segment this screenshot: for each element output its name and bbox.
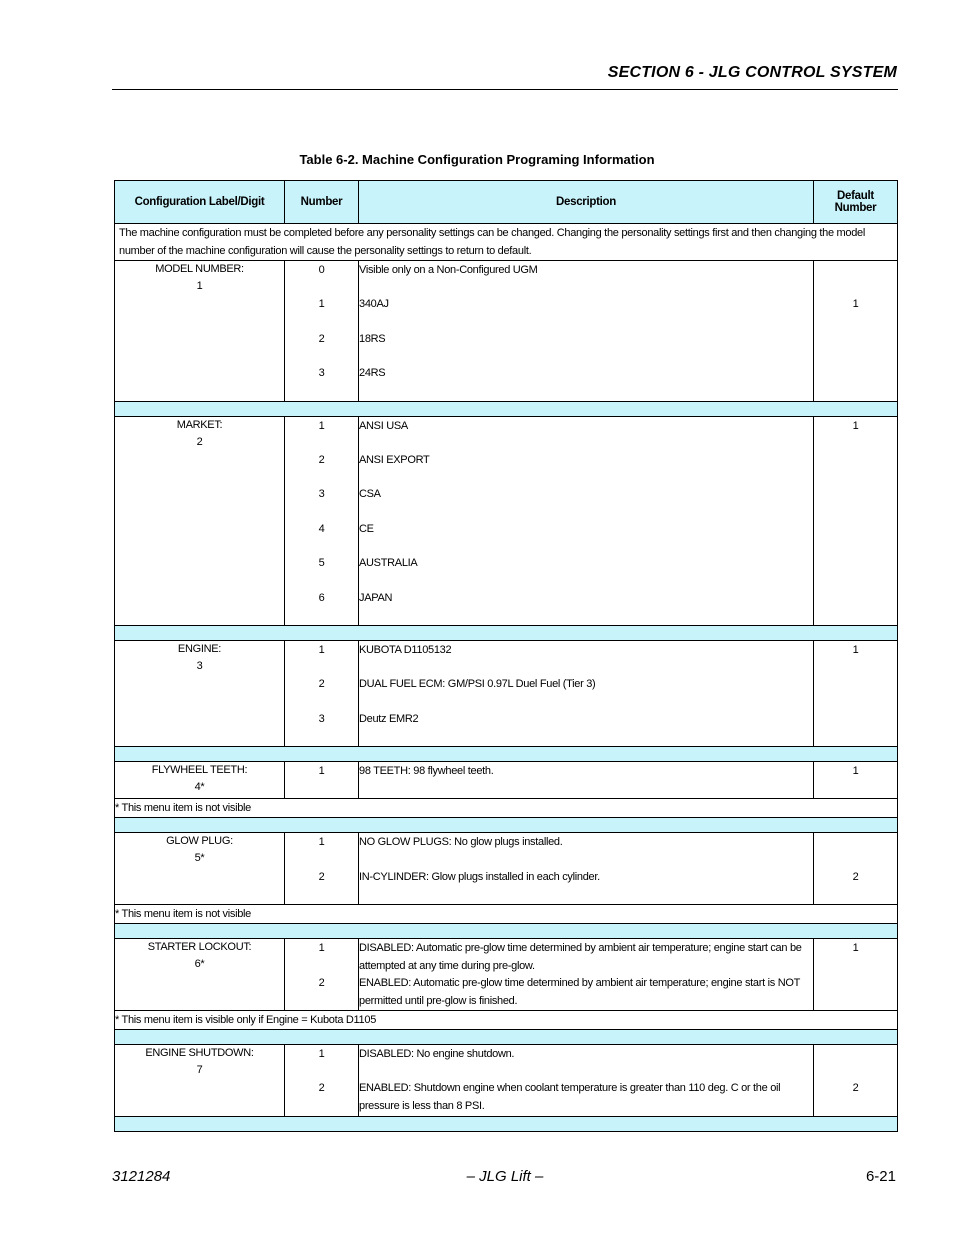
default-number-cell — [814, 762, 898, 799]
column-header-description: Description — [359, 181, 814, 224]
default-number-cell — [814, 640, 898, 746]
config-note: * This menu item is not visible — [115, 799, 898, 818]
option-number: 5 — [318, 557, 325, 570]
default-number: 2 — [852, 870, 859, 883]
default-number: 1 — [852, 942, 859, 955]
config-digit: 3 — [196, 659, 203, 672]
config-group-row — [115, 762, 898, 799]
config-label-cell — [115, 1045, 285, 1117]
config-group-row — [115, 640, 898, 746]
option-number: 1 — [318, 298, 325, 311]
option-number: 6 — [318, 591, 325, 604]
config-label: GLOW PLUG: — [166, 835, 233, 848]
option-description: DISABLED: No engine shutdown. — [359, 1048, 515, 1061]
option-description-cell — [359, 640, 814, 746]
config-label-cell — [115, 640, 285, 746]
config-note: * This menu item is visible only if Engine = Kubota D1105 — [115, 1011, 898, 1030]
config-label-cell — [115, 939, 285, 1011]
default-number-spacer — [814, 451, 897, 485]
option-number-cell — [285, 762, 359, 799]
option-description-cell — [359, 762, 814, 799]
config-group-row — [115, 833, 898, 905]
config-note-row — [115, 799, 898, 818]
config-label-cell — [115, 261, 285, 402]
separator-band — [115, 401, 898, 416]
config-label-cell — [115, 762, 285, 799]
option-number: 2 — [318, 870, 325, 883]
default-number-spacer — [814, 364, 897, 398]
option-number: 2 — [318, 453, 325, 466]
config-label: FLYWHEEL TEETH: — [151, 764, 248, 777]
option-description: ANSI EXPORT — [359, 453, 430, 466]
config-digit: 7 — [196, 1064, 203, 1077]
page-number: 6-21 — [865, 1168, 896, 1185]
section-title: SECTION 6 - JLG CONTROL SYSTEM — [607, 64, 897, 81]
option-description-cell — [359, 416, 814, 625]
option-description: JAPAN — [359, 591, 393, 604]
config-label: ENGINE: — [177, 642, 222, 655]
default-number: 1 — [852, 765, 859, 778]
option-description: 98 TEETH: 98 flywheel teeth. — [359, 765, 494, 778]
option-number: 4 — [318, 522, 325, 535]
option-number: 3 — [318, 367, 325, 380]
default-number-spacer — [814, 589, 897, 623]
default-number: 1 — [852, 419, 859, 432]
config-label: MODEL NUMBER: — [155, 263, 244, 275]
separator-band — [115, 1030, 898, 1045]
column-header-default: Default Number — [814, 181, 898, 224]
configuration-table — [114, 180, 898, 1132]
separator-row — [115, 1030, 898, 1045]
config-note-row — [115, 905, 898, 924]
column-header-label: Configuration Label/Digit — [115, 181, 285, 224]
config-label-cell — [115, 416, 285, 625]
option-number: 2 — [318, 976, 325, 989]
default-number-spacer — [814, 1045, 897, 1079]
option-number: 1 — [318, 643, 325, 656]
config-group-row — [115, 416, 898, 625]
option-number: 0 — [318, 264, 325, 276]
option-description: KUBOTA D1105132 — [359, 643, 452, 656]
option-description: 340AJ — [359, 298, 389, 311]
column-header-number: Number — [285, 181, 359, 224]
document-number: 3121284 — [112, 1168, 171, 1185]
option-description: ENABLED: Shutdown engine when coolant temperature is greater than 110 deg. C or the oil pressure is less than 8 PSI. — [359, 1082, 781, 1113]
default-number-spacer — [814, 485, 897, 519]
option-description: CE — [359, 522, 374, 535]
option-number-cell — [285, 939, 359, 1011]
default-number: 1 — [852, 643, 859, 656]
option-description: 24RS — [359, 367, 386, 380]
separator-band — [115, 625, 898, 640]
config-label-cell — [115, 833, 285, 905]
config-note-row — [115, 1011, 898, 1030]
config-digit: 5* — [194, 852, 205, 865]
default-number-cell — [814, 1045, 898, 1117]
intro-note: The machine configuration must be completed before any personality settings can be changed. Changing the personality settings first and then changing the model number of the machine configuration will cause the personality settings to return to default. — [115, 224, 898, 261]
option-number-cell — [285, 640, 359, 746]
option-number-cell — [285, 1045, 359, 1117]
config-digit: 4* — [194, 781, 205, 794]
option-description-cell — [359, 939, 814, 1011]
option-description-cell — [359, 1045, 814, 1117]
default-number: 1 — [852, 298, 859, 311]
config-group-row — [115, 939, 898, 1011]
option-number: 1 — [318, 765, 325, 778]
config-label: STARTER LOCKOUT: — [147, 941, 252, 954]
default-number-spacer — [814, 520, 897, 554]
default-number-spacer — [814, 833, 897, 867]
table-header-row — [115, 181, 898, 224]
header-divider — [112, 89, 898, 90]
option-description: ENABLED: Automatic pre-glow time determined by ambient air temperature; engine start is NOT permitted until pre-glow is finished. — [359, 976, 800, 1007]
intro-note-row — [115, 224, 898, 261]
option-description: ANSI USA — [359, 419, 408, 432]
separator-row — [115, 924, 898, 939]
separator-band — [115, 924, 898, 939]
option-number-cell — [285, 416, 359, 625]
config-group-row — [115, 1045, 898, 1117]
option-description: 18RS — [359, 332, 386, 345]
default-number-cell — [814, 416, 898, 625]
config-note: * This menu item is not visible — [115, 905, 898, 924]
separator-band — [115, 818, 898, 833]
option-number: 1 — [318, 1048, 325, 1061]
option-description: Visible only on a Non-Configured UGM — [359, 264, 538, 276]
table-title: Table 6-2. Machine Configuration Programing Information — [299, 152, 655, 167]
default-number: 2 — [852, 1082, 859, 1095]
option-number: 1 — [318, 419, 325, 432]
separator-row — [115, 401, 898, 416]
separator-row — [115, 747, 898, 762]
separator-band — [115, 747, 898, 762]
option-number: 2 — [318, 678, 325, 691]
option-description-cell — [359, 261, 814, 402]
default-number-spacer — [814, 330, 897, 364]
separator-row — [115, 818, 898, 833]
option-description: IN-CYLINDER: Glow plugs installed in each cylinder. — [359, 870, 600, 883]
option-number-cell — [285, 261, 359, 402]
default-number-cell — [814, 939, 898, 1011]
brand-footer: – JLG Lift – — [466, 1168, 544, 1185]
option-description: CSA — [359, 488, 381, 501]
option-number-cell — [285, 833, 359, 905]
config-digit: 1 — [196, 280, 203, 292]
default-number-cell — [814, 833, 898, 905]
separator-band — [115, 1116, 898, 1131]
option-number: 1 — [318, 942, 325, 955]
option-description: DUAL FUEL ECM: GM/PSI 0.97L Duel Fuel (Tier 3) — [359, 678, 596, 691]
default-number-spacer — [814, 710, 897, 744]
option-description: AUSTRALIA — [359, 557, 418, 570]
separator-row — [115, 1116, 898, 1131]
option-description: Deutz EMR2 — [359, 712, 419, 725]
default-number-spacer — [814, 554, 897, 588]
default-number-spacer — [814, 675, 897, 709]
option-number: 2 — [318, 1082, 325, 1095]
option-description: DISABLED: Automatic pre-glow time determined by ambient air temperature; engine start can be attempted at any time during pre-glow. — [359, 942, 802, 973]
default-number-spacer — [814, 261, 897, 295]
config-label: ENGINE SHUTDOWN: — [145, 1047, 254, 1060]
config-digit: 6* — [194, 958, 205, 971]
config-group-row — [115, 261, 898, 402]
config-label: MARKET: — [176, 418, 223, 431]
option-description: NO GLOW PLUGS: No glow plugs installed. — [359, 836, 563, 849]
default-number-cell — [814, 261, 898, 402]
config-digit: 2 — [196, 435, 203, 448]
option-number: 3 — [318, 712, 325, 725]
option-description-cell — [359, 833, 814, 905]
option-number: 1 — [318, 836, 325, 849]
default-number-spacer — [814, 974, 897, 1008]
separator-row — [115, 625, 898, 640]
option-number: 3 — [318, 488, 325, 501]
option-number: 2 — [318, 332, 325, 345]
